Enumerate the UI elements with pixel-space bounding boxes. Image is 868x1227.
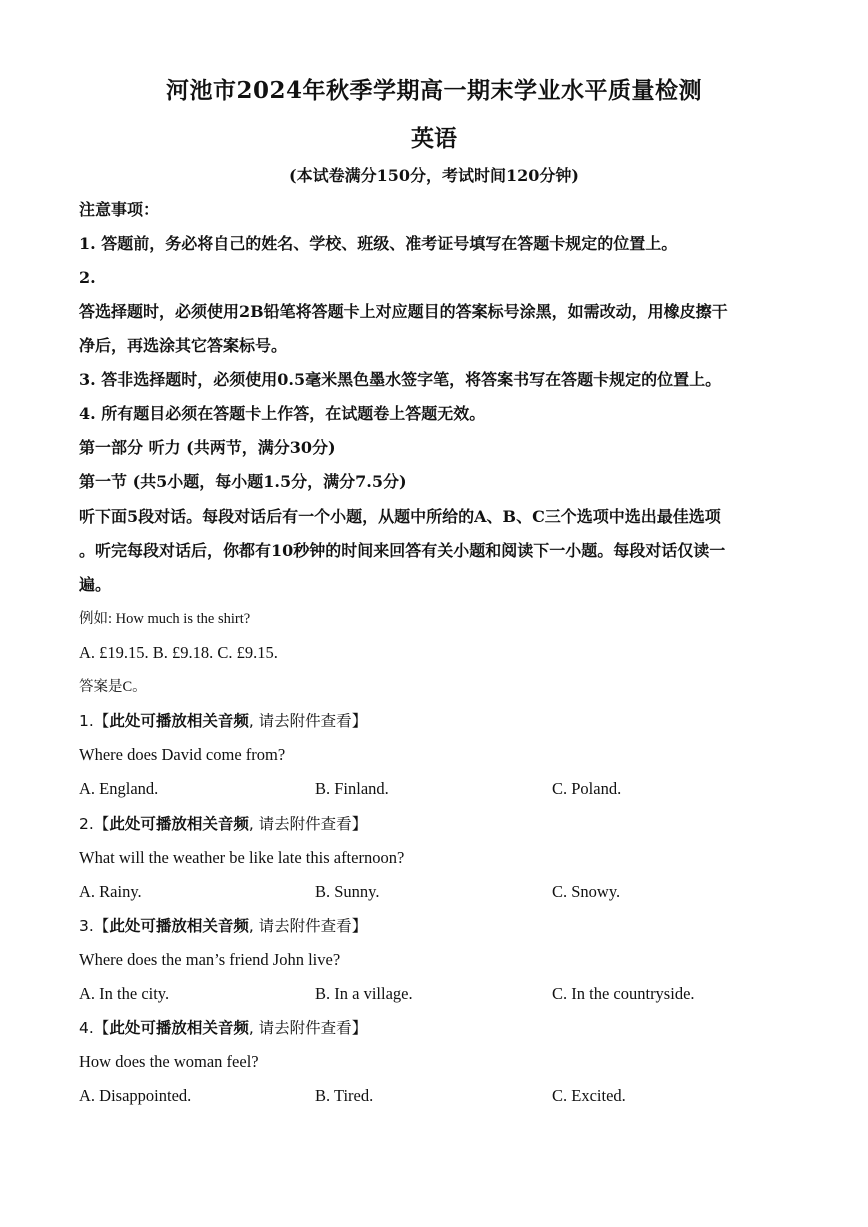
question-3-text: Where does the man’s friend John live? [79, 950, 341, 969]
question-2-audio-note [79, 813, 789, 835]
note-item-2-number: 2. [79, 268, 96, 287]
question-4-option-a: A. Disappointed. [79, 1086, 192, 1105]
note-item-1: 1. 答题前，务必将自己的姓名、学校、班级、准考证号填写在答题卡规定的位置上。 [79, 234, 678, 253]
bracket: 【 [93, 1019, 110, 1037]
bracket: 】 [351, 712, 368, 730]
audio-note-bold: 此处可播放相关音频 [109, 815, 249, 833]
question-3-option-b: B. In a village. [315, 984, 413, 1003]
audio-note-bold: 此处可播放相关音频 [109, 1019, 249, 1037]
instructions-line-3: 遍。 [79, 575, 112, 594]
question-4-option-b: B. Tired. [315, 1086, 374, 1105]
question-2-option-b: B. Sunny. [315, 882, 380, 901]
note-item-3: 3. 答非选择题时，必须使用0.5毫米黑色墨水签字笔，将答案书写在答题卡规定的位置上。 [79, 370, 722, 389]
audio-note-text: , 请去附件查看 [248, 712, 352, 730]
note-item-2-line-2: 净后，再选涂其它答案标号。 [79, 336, 288, 355]
audio-note-bold: 此处可播放相关音频 [109, 917, 249, 935]
note-item-2-line-1: 答选择题时，必须使用2B铅笔将答题卡上对应题目的答案标号涂黑，如需改动，用橡皮擦干 [79, 302, 728, 321]
exam-subject: 英语 [411, 125, 457, 152]
question-4-audio-note [79, 1017, 789, 1039]
exam-title: 河池市2024年秋季学期高一期末学业水平质量检测 [165, 77, 702, 104]
question-number: 4. [79, 1019, 94, 1037]
example-question: 例如: How much is the shirt? [79, 611, 251, 627]
question-2-option-a: A. Rainy. [79, 882, 142, 901]
question-number: 2. [79, 815, 94, 833]
question-2-option-c: C. Snowy. [552, 882, 621, 901]
note-item-4: 4. 所有题目必须在答题卡上作答，在试题卷上答题无效。 [79, 404, 486, 423]
notes-heading: 注意事项： [79, 200, 160, 219]
instructions-line-1: 听下面5段对话。每段对话后有一个小题，从题中所给的A、B、C三个选项中选出最佳选项 [79, 507, 721, 526]
bracket: 【 [93, 917, 110, 935]
question-3-option-a: A. In the city. [79, 984, 170, 1003]
question-4-option-c: C. Excited. [552, 1086, 626, 1105]
part1-heading: 第一部分 听力 (共两节，满分30分) [79, 438, 336, 457]
question-1-option-c: C. Poland. [552, 779, 622, 798]
question-number: 1. [79, 712, 94, 730]
score-info: (本试卷满分150分，考试时间120分钟) [289, 166, 579, 185]
question-1-option-a: A. England. [79, 779, 159, 798]
audio-note-text: , 请去附件查看 [248, 815, 352, 833]
question-2-text: What will the weather be like late this afternoon? [79, 848, 405, 867]
bracket: 】 [351, 1019, 368, 1037]
section1-heading: 第一节 (共5小题，每小题1.5分，满分7.5分) [79, 472, 407, 491]
bracket: 【 [93, 712, 110, 730]
question-1-audio-note [79, 710, 789, 732]
bracket: 【 [93, 815, 110, 833]
instructions-line-2: 。听完每段对话后，你都有10秒钟的时间来回答有关小题和阅读下一小题。每段对话仅读一 [79, 541, 726, 560]
question-3-audio-note [79, 915, 789, 937]
question-1-option-b: B. Finland. [315, 779, 389, 798]
question-4-text: How does the woman feel? [79, 1052, 259, 1071]
question-3-option-c: C. In the countryside. [552, 984, 695, 1003]
audio-note-bold: 此处可播放相关音频 [109, 712, 249, 730]
question-1-text: Where does David come from? [79, 745, 286, 764]
example-options: A. £19.15. B. £9.18. C. £9.15. [79, 643, 278, 662]
bracket: 】 [351, 917, 368, 935]
question-number: 3. [79, 917, 94, 935]
audio-note-text: , 请去附件查看 [248, 1019, 352, 1037]
audio-note-text: , 请去附件查看 [248, 917, 352, 935]
example-answer: 答案是C。 [79, 679, 147, 695]
bracket: 】 [351, 815, 368, 833]
